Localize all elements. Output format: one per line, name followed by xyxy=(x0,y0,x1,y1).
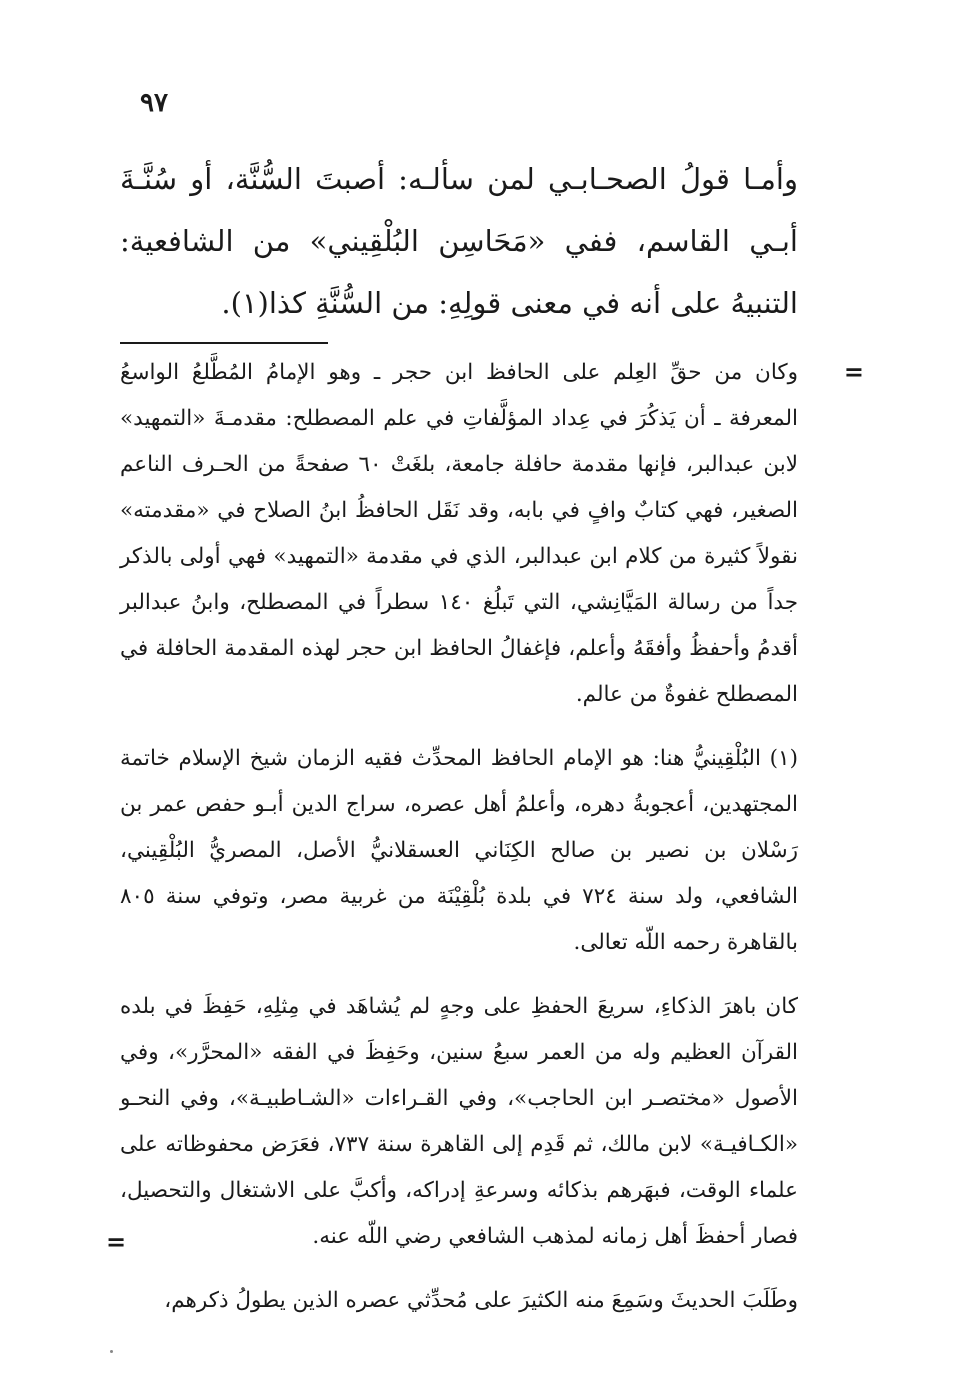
footnote-paragraph-2: كان باهرَ الذكاءِ، سريعَ الحفظِ على وجهٍ لم يُشاهَد في مِثلِهِ، حَفِظَ في بلده القرآن العظيم وله من العمر سبعُ سنين، وحَفِظَ في الفقه «المحرَّر»، وفي الأصول «مختصـر ابن الحاجب»، وفي القـراءات «الشـاطبيـة»، وفي النحـو «الكـافيـة» لابن مالك، ثم قَدِم إلى القاهرة سنة ٧٣٧، فعَرَض محفوظاته على علماء الوقت، فبهَرهم بذكائه وسرعةِ إدراكه، وأكبَّ على الاشتغال والتحصيل، فصار أحفظَ أهل زمانه لمذهب الشافعي رضي اللّه عنه. xyxy=(120,994,798,1249)
footnote-continued-paragraph: وكان من حقِّ العِلم على الحافظ ابن حجر ـ وهو الإمامُ المُطَّلعُ الواسعُ المعرفة ـ أن يَذكُرَ في عِداد المؤلَّفاتِ في علم المصطلح: مقدمـةَ «التمهيد» لابن عبدالبر، فإنها مقدمة حافلة جامعة، بلغَتْ ٦٠ صفحةً من الحـرف الناعم الصغير، فهي كتابٌ وافٍ في بابه، وقد نَقَل الحافظُ ابنُ الصلاح في «مقدمته» نقولاً كثيرة من كلام ابن عبدالبر، الذي في مقدمة «التمهيد» فهي أولى بالذكر جداً من رسالة المَيَّانِشي، التي تَبلُغ ١٤٠ سطراً في المصطلح، وابنُ عبدالبر أقدمُ وأحفظُ وأفقَهُ وأعلم، فإغفالُ الحافظ ابن حجر لهذه المقدمة الحافلة في المصطلح غفوةٌ من عالم. xyxy=(120,360,799,707)
footnote-separator-rule xyxy=(120,342,328,344)
continuation-marker-bottom: = xyxy=(106,1228,127,1256)
page-number: ٩٧ xyxy=(140,88,168,118)
main-paragraph: وأمـا قولُ الصحـابـي لمن سألـه: أصبتَ السُّنَّة، أو سُنَّـةَ أبـي القاسم، ففي «مَحَاسِن البُلْقِيني» من الشافعية: التنبيهُ على أنه في معنى قولِهِ: من السُّنَّةِ كذا(١). xyxy=(120,162,798,320)
main-text-block xyxy=(120,148,840,334)
continuation-marker-top: = xyxy=(843,358,864,386)
footnotes-block xyxy=(120,350,840,1324)
footnote-1: (١) البُلْقِينيُّ هنا: هو الإمام الحافظ المحدِّث فقيه الزمان شيخ الإسلام خاتمة المجتهدين، أعجوبةُ دهره، وأعلمُ أهل عصره، سراج الدين أبـو حفص عمر بن رَسْلان بن نصير بن صالح الكِنَاني العسقلانيُّ الأصل، المصريُّ البُلْقِيني، الشافعي، ولد سنة ٧٢٤ في بلدة بُلْقِيْنَة من غربية مصر، وتوفي سنة ٨٠٥ بالقاهرة رحمه اللّه تعالى. xyxy=(120,746,798,955)
footnote-paragraph-3: وطَلَبَ الحديثَ وسَمِعَ منه الكثيرَ على مُحدِّثي عصره الذين يطولُ ذكرهم، xyxy=(164,1288,798,1313)
page-speck xyxy=(110,1350,113,1353)
